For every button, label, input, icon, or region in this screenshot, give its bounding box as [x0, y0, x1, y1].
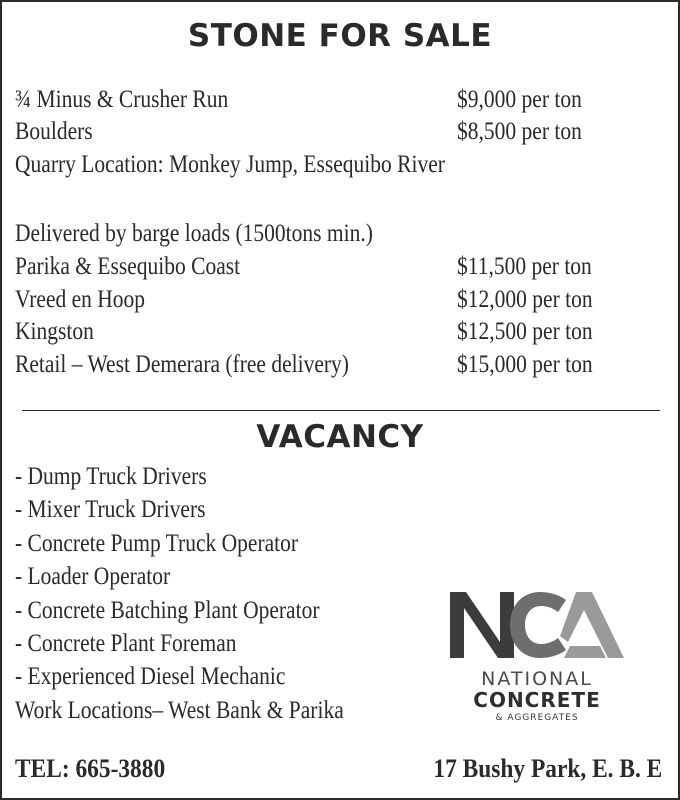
vacancy-item: - Dump Truck Drivers [15, 463, 207, 490]
vacancy-item: - Loader Operator [15, 563, 171, 590]
work-locations: Work Locations– West Bank & Parika [15, 697, 344, 724]
destination-label: Parika & Essequibo Coast [15, 253, 241, 280]
vacancy-heading: VACANCY [256, 419, 424, 455]
destination-price: $11,500 per ton [457, 253, 592, 280]
item-label: ¾ Minus & Crusher Run [15, 86, 229, 113]
stone-for-sale-heading: STONE FOR SALE [187, 18, 493, 54]
item-label: Boulders [15, 118, 93, 145]
vacancy-item: - Mixer Truck Drivers [15, 496, 206, 523]
destination-price: $12,500 per ton [457, 318, 593, 345]
price-row [15, 117, 582, 149]
destination-label: Retail – West Demerara (free delivery) [15, 351, 349, 378]
address: 17 Bushy Park, E. B. E [433, 754, 662, 783]
item-price: $9,000 per ton [457, 86, 582, 113]
nca-logo-mark [442, 584, 632, 668]
vacancy-item: - Concrete Plant Foreman [15, 630, 237, 657]
telephone: TEL: 665-3880 [15, 754, 166, 783]
price-row [15, 85, 582, 117]
section-divider [22, 410, 660, 411]
logo-text-concrete: CONCRETE [473, 688, 601, 712]
destination-price: $15,000 per ton [457, 351, 593, 378]
nca-logo [442, 584, 632, 724]
destination-price: $12,000 per ton [457, 286, 593, 313]
price-row [15, 252, 592, 284]
vacancy-item: - Concrete Pump Truck Operator [15, 530, 299, 557]
logo-text-aggregates: & AGGREGATES [495, 713, 579, 723]
vacancy-item: - Concrete Batching Plant Operator [15, 597, 320, 624]
destination-label: Kingston [15, 318, 94, 345]
quarry-location: Quarry Location: Monkey Jump, Essequibo River [15, 151, 445, 178]
destination-label: Vreed en Hoop [15, 286, 146, 313]
logo-text-national: NATIONAL [481, 668, 593, 690]
price-row [15, 317, 593, 349]
price-row [15, 285, 593, 317]
delivery-note: Delivered by barge loads (1500tons min.) [15, 220, 373, 247]
price-row [15, 350, 593, 382]
vacancy-item: - Experienced Diesel Mechanic [15, 663, 286, 690]
item-price: $8,500 per ton [457, 118, 582, 145]
